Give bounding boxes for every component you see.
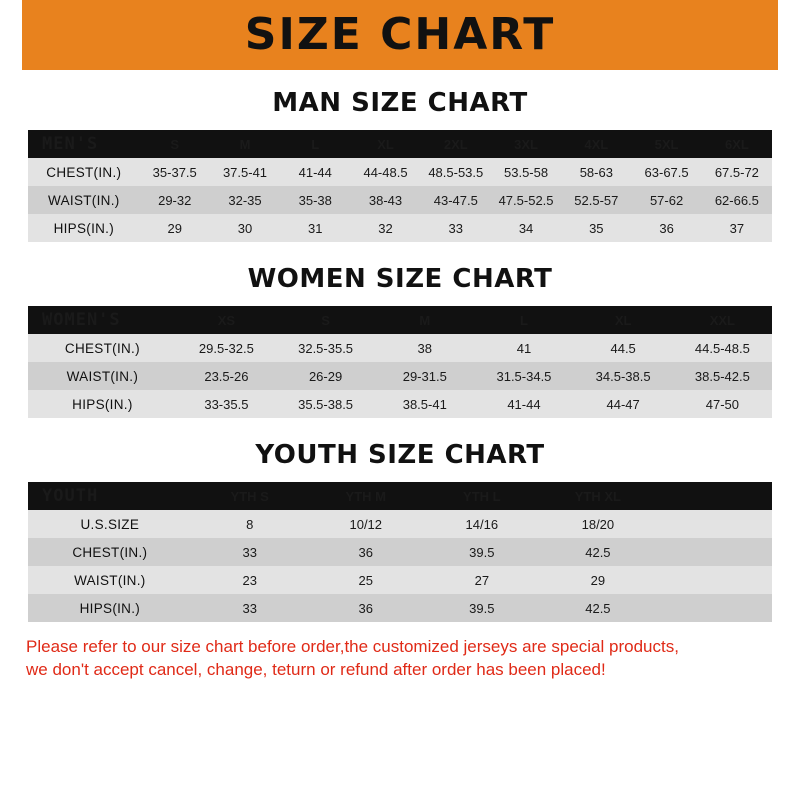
women-cell: 44-47 xyxy=(606,396,640,412)
youth-col-header-spacer xyxy=(656,482,772,510)
women-col-header: L xyxy=(519,312,528,328)
table-row xyxy=(28,334,772,362)
women-cell: 32.5-35.5 xyxy=(298,340,354,356)
youth-table-body xyxy=(28,510,772,622)
youth-cell-spacer xyxy=(656,510,772,538)
women-section-title: WOMEN SIZE CHART xyxy=(247,264,553,294)
women-corner-label: WOMEN'S xyxy=(42,310,121,330)
women-col-header: XXL xyxy=(709,312,736,328)
man-chart-wrapper xyxy=(0,130,800,242)
man-row-label: CHEST(IN.) xyxy=(46,164,122,180)
man-cell: 29-32 xyxy=(158,192,192,208)
women-row-label: WAIST(IN.) xyxy=(66,368,139,384)
women-col-header: XS xyxy=(217,312,236,328)
man-cell: 35 xyxy=(589,220,604,236)
women-row-label: HIPS(IN.) xyxy=(72,396,133,412)
man-cell: 67.5-72 xyxy=(714,164,759,180)
man-cell: 41-44 xyxy=(298,164,332,180)
women-cell: 23.5-26 xyxy=(204,368,249,384)
man-col-header: S xyxy=(170,136,180,152)
man-col-header: L xyxy=(311,136,320,152)
man-cell: 36 xyxy=(659,220,674,236)
women-cell: 44.5-48.5 xyxy=(694,340,750,356)
man-cell: 62-66.5 xyxy=(714,192,759,208)
women-col-header: M xyxy=(419,312,431,328)
man-section-title: MAN SIZE CHART xyxy=(272,88,528,118)
man-cell: 33 xyxy=(448,220,464,236)
man-cell: 63-67.5 xyxy=(644,164,689,180)
youth-cell: 14/16 xyxy=(465,516,499,532)
youth-section-title: YOUTH SIZE CHART xyxy=(255,440,545,470)
man-cell: 48.5-53.5 xyxy=(428,164,484,180)
man-cell: 57-62 xyxy=(649,192,684,208)
youth-cell: 42.5 xyxy=(585,544,611,560)
women-col-header: XL xyxy=(614,312,632,328)
man-cell: 52.5-57 xyxy=(574,192,619,208)
man-header-row xyxy=(28,130,772,158)
youth-cell-spacer xyxy=(656,594,772,622)
youth-cell: 23 xyxy=(242,572,257,588)
man-size-table xyxy=(28,130,772,242)
man-col-header: 3XL xyxy=(514,136,538,152)
man-cell: 44-48.5 xyxy=(363,164,408,180)
youth-row-label: WAIST(IN.) xyxy=(74,572,146,588)
youth-col-header: YTH S xyxy=(230,488,269,504)
women-cell: 29.5-32.5 xyxy=(198,340,254,356)
man-cell: 35-37.5 xyxy=(152,164,197,180)
women-cell: 34.5-38.5 xyxy=(595,368,651,384)
women-cell: 41 xyxy=(516,340,532,356)
youth-col-header: YTH L xyxy=(463,488,501,504)
table-row xyxy=(28,594,772,622)
man-cell: 32-35 xyxy=(228,192,262,208)
women-chart-wrapper xyxy=(0,306,800,418)
women-cell: 38.5-42.5 xyxy=(694,368,750,384)
youth-corner-label: YOUTH xyxy=(42,486,99,506)
youth-cell: 36 xyxy=(358,600,373,616)
man-table-body xyxy=(28,158,772,242)
youth-cell: 27 xyxy=(474,572,490,588)
note-line-1: Please refer to our size chart before order,the customized jerseys are special products, xyxy=(26,637,679,656)
man-cell: 43-47.5 xyxy=(433,192,478,208)
youth-size-table xyxy=(28,482,772,622)
man-col-header: 5XL xyxy=(654,136,679,152)
women-cell: 31.5-34.5 xyxy=(496,368,552,384)
youth-cell: 39.5 xyxy=(469,600,495,616)
table-row xyxy=(28,362,772,390)
women-row-label: CHEST(IN.) xyxy=(64,340,140,356)
order-policy-note xyxy=(0,636,800,682)
man-cell: 53.5-58 xyxy=(504,164,549,180)
man-cell: 29 xyxy=(167,220,182,236)
women-cell: 29-31.5 xyxy=(402,368,447,384)
youth-cell: 18/20 xyxy=(581,516,615,532)
youth-col-header: YTH XL xyxy=(574,488,621,504)
banner-right-edge xyxy=(778,0,800,70)
table-row xyxy=(28,186,772,214)
youth-header-row xyxy=(28,482,772,510)
man-row-label: HIPS(IN.) xyxy=(53,220,115,236)
note-line-2: we don't accept cancel, change, teturn or refund after order has been placed! xyxy=(26,659,606,679)
youth-cell: 36 xyxy=(358,544,373,560)
man-cell: 35-38 xyxy=(298,192,332,208)
man-col-header: 6XL xyxy=(724,136,749,152)
youth-table-head xyxy=(28,482,772,510)
women-cell: 33-35.5 xyxy=(204,396,249,412)
table-row xyxy=(28,510,772,538)
women-cell: 47-50 xyxy=(705,396,739,412)
man-cell: 32 xyxy=(378,220,393,236)
man-col-header: M xyxy=(239,136,251,152)
women-table-head xyxy=(28,306,772,334)
youth-cell: 29 xyxy=(590,572,606,588)
man-cell: 37.5-41 xyxy=(222,164,268,180)
women-header-row xyxy=(28,306,772,334)
women-cell: 38.5-41 xyxy=(402,396,447,412)
youth-chart-wrapper xyxy=(0,482,800,622)
header-banner xyxy=(0,0,800,70)
man-cell: 31 xyxy=(308,220,323,236)
women-cell: 44.5 xyxy=(610,340,636,356)
youth-cell-spacer xyxy=(656,538,772,566)
youth-row-label: HIPS(IN.) xyxy=(79,600,141,616)
youth-col-header: YTH M xyxy=(345,488,386,504)
women-cell: 26-29 xyxy=(308,368,343,384)
youth-cell: 33 xyxy=(242,600,257,616)
table-row xyxy=(28,214,772,242)
women-table-body xyxy=(28,334,772,418)
man-cell: 38-43 xyxy=(368,192,403,208)
page-title: SIZE CHART xyxy=(244,9,556,60)
man-cell: 34 xyxy=(518,220,534,236)
women-cell: 38 xyxy=(417,340,432,356)
table-row xyxy=(28,538,772,566)
man-corner-label: MEN'S xyxy=(42,134,99,154)
youth-cell: 42.5 xyxy=(585,600,611,616)
youth-cell: 8 xyxy=(246,516,254,532)
women-col-header: S xyxy=(321,312,330,328)
table-row xyxy=(28,390,772,418)
man-row-label: WAIST(IN.) xyxy=(48,192,120,208)
youth-cell: 25 xyxy=(358,572,373,588)
banner-left-edge xyxy=(0,0,22,70)
man-col-header: 4XL xyxy=(584,136,609,152)
youth-row-label: U.S.SIZE xyxy=(80,516,140,532)
youth-cell-spacer xyxy=(656,566,772,594)
man-table-head xyxy=(28,130,772,158)
man-col-header: XL xyxy=(377,136,394,152)
women-cell: 41-44 xyxy=(507,396,541,412)
youth-row-label: CHEST(IN.) xyxy=(72,544,148,560)
man-cell: 30 xyxy=(237,220,253,236)
youth-cell: 33 xyxy=(242,544,257,560)
table-row xyxy=(28,158,772,186)
man-col-header: 2XL xyxy=(443,136,468,152)
youth-cell: 10/12 xyxy=(349,516,383,532)
women-cell: 35.5-38.5 xyxy=(298,396,354,412)
table-row xyxy=(28,566,772,594)
man-cell: 58-63 xyxy=(579,164,613,180)
man-cell: 37 xyxy=(729,220,745,236)
man-cell: 47.5-52.5 xyxy=(498,192,554,208)
youth-cell: 39.5 xyxy=(469,544,495,560)
women-size-table xyxy=(28,306,772,418)
